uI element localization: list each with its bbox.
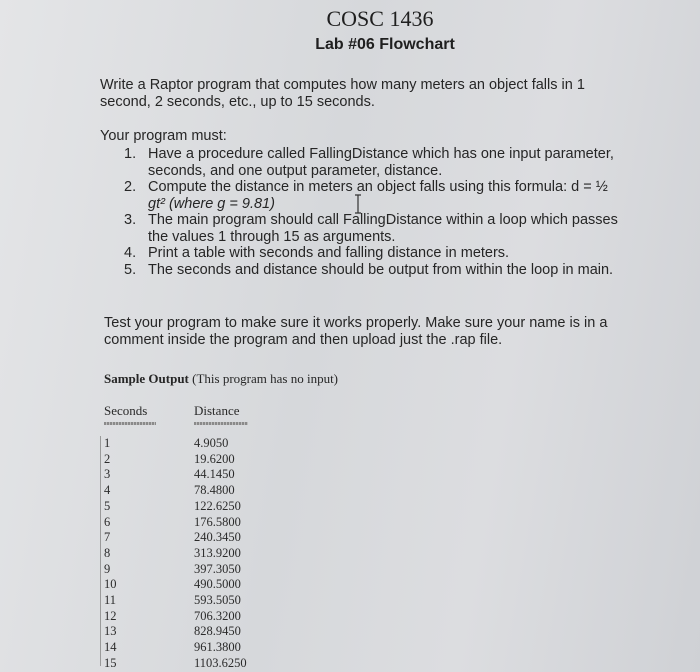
requirement-number: 4. [124, 245, 137, 261]
distance-cell: 240.3450 [194, 530, 241, 545]
seconds-cell: 9 [104, 561, 111, 576]
sample-output-note: (This program has no input) [192, 371, 339, 386]
requirement-number: 2. [124, 179, 137, 195]
seconds-cell: 7 [104, 530, 111, 545]
lab-title: Lab #06 Flowchart [315, 36, 455, 53]
requirement-line: Compute the distance in meters an object falls using this formula: d = ½ [148, 179, 608, 195]
requirement-number: 1. [124, 146, 137, 162]
requirement-line: seconds, and one output parameter, distance. [148, 162, 443, 179]
requirement-number: 3. [124, 212, 137, 228]
intro-line-2: second, 2 seconds, etc., up to 15 seconds. [100, 94, 375, 110]
text-cursor-icon [353, 194, 363, 214]
distance-cell: 828.9450 [194, 624, 241, 639]
seconds-cell: 13 [104, 624, 117, 639]
seconds-cell: 10 [104, 577, 117, 592]
test-paragraph [104, 315, 644, 349]
distance-cell: 593.5050 [194, 593, 241, 607]
sample-output-label: Sample Output [104, 371, 189, 386]
distance-cell: 44.1450 [194, 467, 235, 482]
requirement-line: The main program should call FallingDistance within a loop which passes [148, 212, 618, 228]
course-title: COSC 1436 [326, 6, 434, 31]
distance-cell: 1103.6250 [194, 655, 247, 670]
distance-cell: 313.9200 [194, 545, 241, 560]
requirement-line: gt² (where g = 9.81) [148, 195, 275, 212]
requirement-line: The seconds and distance should be output from within the loop in main. [148, 261, 614, 278]
requirement-text [148, 262, 654, 279]
distance-cell: 78.4800 [194, 483, 235, 498]
column-header-distance: Distance [194, 403, 240, 418]
seconds-cell: 5 [104, 498, 111, 513]
requirement-item [124, 212, 654, 245]
header-rule [104, 422, 156, 425]
seconds-cell: 6 [104, 514, 111, 529]
requirements-heading: Your program must: [100, 128, 227, 144]
distance-cell: 176.5800 [194, 514, 241, 529]
requirement-item [124, 179, 654, 212]
distance-cell: 4.9050 [194, 436, 229, 450]
requirement-item [124, 146, 654, 179]
requirements-list [124, 146, 654, 278]
seconds-cell: 12 [104, 608, 117, 623]
distance-cell: 490.5000 [194, 577, 241, 592]
seconds-cell: 11 [104, 593, 117, 607]
test-line-2: comment inside the program and then upload just the .rap file. [104, 332, 503, 348]
requirement-text [148, 179, 654, 212]
distance-cell: 397.3050 [194, 561, 241, 576]
requirement-item [124, 262, 654, 279]
test-line-1: Test your program to make sure it works properly. Make sure your name is in a [104, 315, 608, 331]
seconds-cell: 3 [104, 467, 111, 482]
seconds-cell: 4 [104, 483, 111, 498]
requirement-text [148, 212, 654, 245]
seconds-cell: 8 [104, 545, 111, 560]
requirement-line: Have a procedure called FallingDistance which has one input parameter, [148, 146, 614, 162]
seconds-cell: 1 [104, 436, 111, 450]
distance-cell: 961.3800 [194, 640, 241, 655]
distance-cell: 19.6200 [194, 451, 235, 466]
intro-line-1: Write a Raptor program that computes how many meters an object falls in 1 [100, 77, 585, 93]
requirement-number: 5. [124, 261, 137, 278]
requirement-item [124, 245, 654, 262]
header-rule [194, 422, 248, 425]
table-left-border [100, 436, 101, 666]
requirement-line: Print a table with seconds and falling distance in meters. [148, 245, 510, 261]
column-header-seconds: Seconds [104, 403, 148, 418]
intro-paragraph [100, 77, 660, 111]
requirement-text [148, 146, 654, 179]
requirement-line: the values 1 through 15 as arguments. [148, 228, 396, 245]
seconds-cell: 15 [104, 655, 117, 670]
seconds-cell: 2 [104, 451, 111, 466]
seconds-cell: 14 [104, 640, 117, 655]
sample-output-heading [104, 371, 338, 387]
requirement-text [148, 245, 654, 262]
distance-cell: 706.3200 [194, 608, 241, 623]
distance-cell: 122.6250 [194, 498, 241, 513]
